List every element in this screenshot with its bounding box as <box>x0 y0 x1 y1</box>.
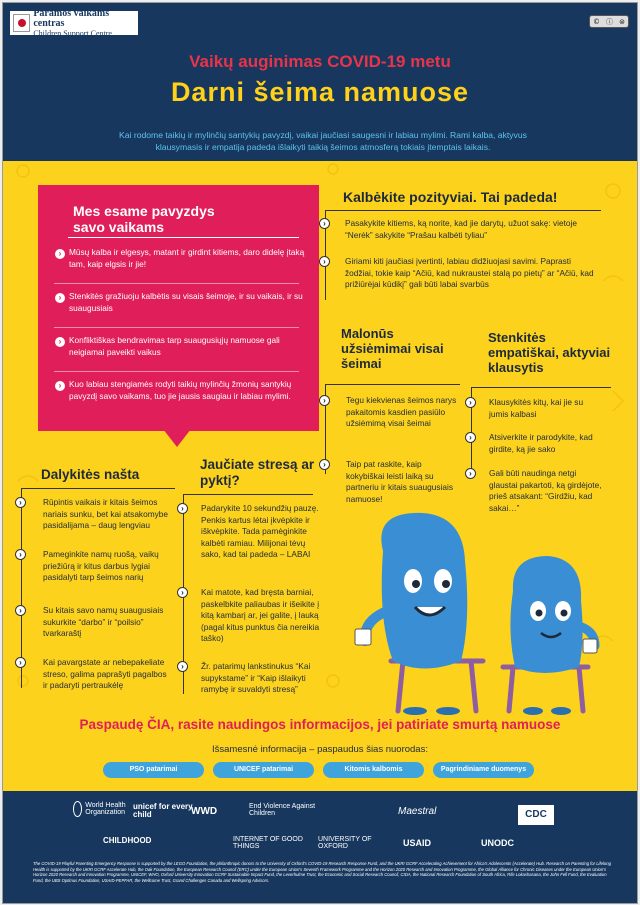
chevron-right-icon: › <box>15 549 26 560</box>
chevron-right-icon: › <box>177 661 188 672</box>
chevron-right-icon: › <box>465 432 476 443</box>
divider <box>21 488 175 489</box>
globe-icon <box>73 801 82 817</box>
fun-item: Taip pat raskite, kaip kokybiškai leisti laiką su partneriu ir kitais suaugusiais namuose! <box>346 459 453 504</box>
divider <box>325 210 601 211</box>
example-box <box>38 185 319 431</box>
example-item: › Kuo labiau stengiamės rodyti taikių mylinčių žmonių santykių pavyzdį savo vaikams, tuo jie jausis saugiau ir labiau mylimi. <box>69 379 309 402</box>
flag-icon <box>13 14 30 32</box>
stress-item: Padarykite 10 sekundžių pauzę. Penkis kartus lėtai įkvėpkite ir iškvėpkite. Tada pamėginkite kalbėti ramiau. Milijonai tėvų sako, kad tai padeda – LABAI <box>201 503 319 560</box>
speech-tail <box>163 429 191 447</box>
share-item: Su kitais savo namų suaugusiais sukurkite “darbo” ir “poilsio” tvarkaraštį <box>43 605 164 639</box>
chevron-right-icon: › <box>15 657 26 668</box>
divider <box>68 237 299 238</box>
maestral-logo: Maestral <box>398 806 437 817</box>
page-title: Darni šeima namuose <box>170 77 470 107</box>
stress-item: Kai matote, kad bręsta barniai, paskelbkite paliaubas ir išeikite į kitą kambarį ar, jei galite, į lauką (pagal kitus punktus čia nereikia taško) <box>201 587 320 644</box>
chevron-right-icon: › <box>319 256 330 267</box>
example-item: › Mūsų kalba ir elgesys, matant ir girdint kitiems, daro didelę įtaką tam, kaip elgsis ir jie! <box>69 247 309 270</box>
intro-text: Kai rodome taikių ir mylinčių santykių pavyzdį, vaikai jaučiasi saugesni ir labiau mylimi. Rami kalba, aktyvus klausymasis ir empatija padeda išlaikyti taikią šeimos atmosferą tokiais įtemptais laikais. <box>119 130 527 153</box>
chevron-right-icon: › <box>15 605 26 616</box>
oxford-logo: UNIVERSITY OF OXFORD <box>318 836 372 851</box>
fun-title: Malonūs užsiėmimai visai šeimai <box>341 326 444 371</box>
unodc-logo: UNODC <box>481 838 514 848</box>
footer <box>3 791 637 904</box>
chevron-right-icon: › <box>15 497 26 508</box>
stress-title: Jaučiate stresą ar pyktį? <box>200 457 315 488</box>
children-support-centre-logo[interactable] <box>10 7 138 38</box>
wwd-logo: WWD <box>191 806 218 817</box>
divider <box>54 371 299 372</box>
unicef-tips-button[interactable]: UNICEF patarimai <box>213 762 314 778</box>
example-item: › Stenkitės gražiuoju kalbėtis su visais šeimoje, ir su vaikais, ir su suaugusiais <box>69 291 309 314</box>
page-subtitle: Vaikų auginimas COVID-19 metu <box>189 52 451 71</box>
logo-line2: Children Support Centre <box>33 28 112 38</box>
poster <box>2 2 638 904</box>
stress-item: Žr. patarimų lankstinukus “Kai supykstame” ir “Kaip išlaikyti ramybę ir suvaldyti stresą” <box>201 661 311 695</box>
example-title: Mes esame pavyzdys savo vaikams <box>73 203 215 236</box>
chevron-right-icon: › <box>177 587 188 598</box>
chevron-right-icon: › <box>319 459 330 470</box>
internet-of-good-things-logo: INTERNET OF GOOD THINGS <box>233 836 303 851</box>
funding-fine-print: The COVID-19 Playful Parenting Emergency Response is supported by the LEGO Foundation, the philanthropic donors to the University of Oxford's COVID-19 Research Response Fund, and the UKRI GCRF Accelerating Achievement for Africa's Adolescents (Accelerate) Hub. Research on Parenting for Lifelong Health is supported by the UKRI GCRF Accelerate Hub, the Oak Foundation, the European Research Council (ERC) under the European Union's Seventh Framework Programme and the Horizon 2020 Research and Innovation Programme, the Global Alliance for Chronic Diseases under the European Union's Horizon 2020 Research and Innovation Programme, UNICEF, WHO, Oxford University Innovation GCRF Sustainable Impact Fund, the Leverhulme Trust, the Economic and Social Research Council, CIDA, the National Research Foundation of South Africa, Rife Lokashasana, the John Fell Fund, the Evaluation Fund, the UBS Optimus Foundation, USAID-PEPFAR, the Wellcome Trust, Grand Challenges Canada and Wellspring Advisors. <box>33 861 611 884</box>
who-logo: World Health Organization <box>73 801 128 817</box>
characters-illustration <box>343 511 613 716</box>
fun-item: Tegu kiekvienas šeimos narys pakaitomis kasdien pasiūlo užsiėmimą visai šeimai <box>346 395 457 429</box>
chevron-right-icon: › <box>177 503 188 514</box>
who-tips-button[interactable]: PSO patarimai <box>103 762 204 778</box>
logo-line1: Paramos vaikams centras <box>33 7 110 29</box>
chevron-right-icon: › <box>55 249 65 259</box>
chevron-right-icon: › <box>55 293 65 303</box>
other-languages-button[interactable]: Kitomis kalbomis <box>323 762 424 778</box>
end-violence-logo: End Violence Against Children <box>249 803 316 818</box>
positive-item: Pasakykite kitiems, ką norite, kad jie darytų, užuot sakę: vietoje “Nerėk” sakykite “Prašau kalbėti tyliau” <box>345 218 577 240</box>
chevron-right-icon: › <box>465 397 476 408</box>
more-info-text: Išsamesnė informacija – paspaudus šias nuorodas: <box>212 744 428 755</box>
unicef-logo: unicef for every child <box>133 802 193 820</box>
empathy-item: Klausykitės kitų, kai jie su jumis kalbasi <box>489 397 584 419</box>
share-title: Dalykitės našta <box>41 467 140 482</box>
violence-help-link[interactable]: Paspaudę ČIA, rasite naudingos informacijos, jei patiriate smurtą namuose <box>79 717 561 732</box>
chevron-right-icon: › <box>55 337 65 347</box>
chevron-right-icon: › <box>319 395 330 406</box>
header <box>3 3 637 161</box>
childhood-logo: CHILDHOOD <box>103 836 152 845</box>
empathy-item: Atsiverkite ir parodykite, kad girdite, ką jie sako <box>489 432 593 454</box>
divider <box>471 387 611 388</box>
chevron-right-icon: › <box>319 218 330 229</box>
positive-title: Kalbėkite pozityviai. Tai padeda! <box>343 189 558 205</box>
share-item: Pameginkite namų ruošą, vaikų priežiūrą ir kitus darbus lygiai pasidalyti tarp šeimos narių <box>43 549 159 583</box>
share-item: Rūpintis vaikais ir kitais šeimos nariais sunku, bet kai atsakomybe pasidalijama – daug lengviau <box>43 497 168 531</box>
key-data-button[interactable]: Pagrindiniame duomenys <box>433 762 534 778</box>
chevron-right-icon: › <box>465 468 476 479</box>
divider <box>325 384 460 385</box>
chevron-right-icon: › <box>55 381 65 391</box>
positive-item: Giriami kiti jaučiasi įvertinti, labiau didžiuojasi savimi. Paprasti žodžiai, tokie kaip “Ačiū, kad nukraustei stalą po pietų” ar “Ačiū, kad prižiūrėjai kūdikį” gali būti labai svarbūs <box>345 256 594 290</box>
divider <box>183 494 313 495</box>
content-area <box>3 161 637 791</box>
creative-commons-icon: © ⓘ ⊜ <box>589 15 629 28</box>
usaid-logo: USAID <box>403 838 432 848</box>
empathy-item: Gali būti naudinga netgi glaustai pakartoti, ką girdėjote, prieš atsakant: “Girdžiu, kad sakai…” <box>489 468 602 513</box>
divider <box>54 327 299 328</box>
divider <box>54 283 299 284</box>
share-item: Kai pavargstate ar nebepakeliate streso, galima paprašyti pagalbos ir padaryti pertraukėlę <box>43 657 167 691</box>
empathy-title: Stenkitės empatiškai, aktyviai klausytis <box>488 330 611 375</box>
example-item: › Konfliktiškas bendravimas tarp suaugusiųjų namuose gali neigiamai paveikti vaikus <box>69 335 309 358</box>
cdc-logo: CDC <box>518 805 554 825</box>
